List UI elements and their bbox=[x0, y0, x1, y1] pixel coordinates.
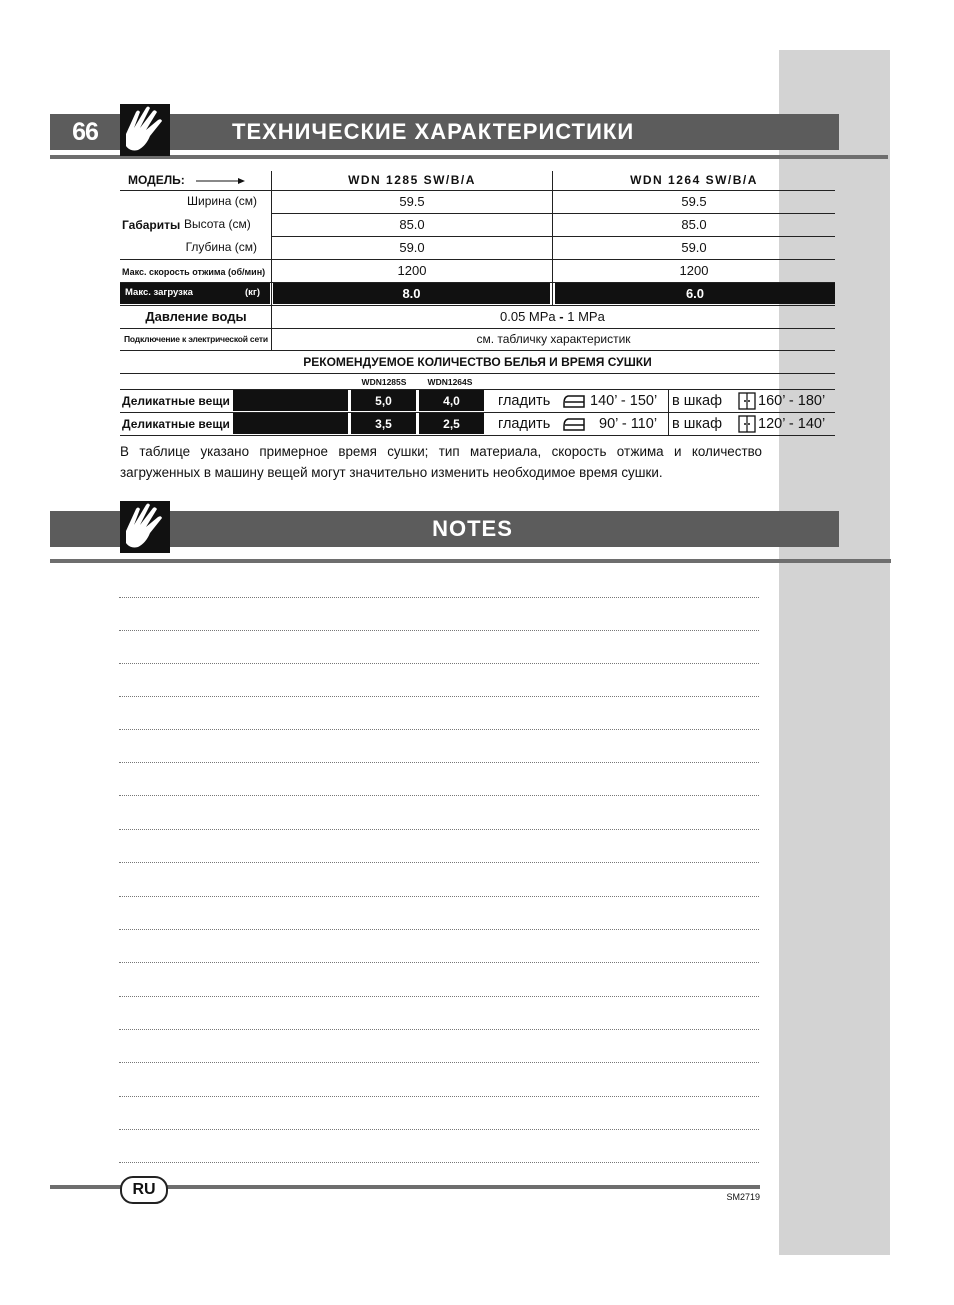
notes-header-underline bbox=[50, 559, 891, 563]
drying-row-1-iron-label: гладить bbox=[498, 393, 551, 409]
drying-row-1-bar bbox=[233, 390, 348, 411]
drying-row-1-value-1: 5,0 bbox=[351, 390, 416, 411]
spin-value-2: 1200 bbox=[679, 263, 709, 278]
drying-row-1-value-2: 4,0 bbox=[419, 390, 484, 411]
drying-row-1-label: Деликатные вещи bbox=[122, 394, 230, 408]
drying-note: В таблице указано примерное время сушки; тип материала, скорость отжима и количество загруженных в машину вещей могут значительно изменить необходимое время сушки. bbox=[120, 444, 762, 480]
notes-line bbox=[119, 597, 759, 598]
model-label: МОДЕЛЬ: bbox=[128, 173, 185, 187]
table-line bbox=[120, 373, 835, 374]
cupboard-icon bbox=[738, 392, 756, 410]
spin-label: Макс. скорость отжима (об/мин) bbox=[122, 267, 266, 277]
drying-row-2-iron-label: гладить bbox=[498, 416, 551, 432]
drying-row-1-cupboard-label: в шкаф bbox=[672, 393, 723, 409]
drying-row-2-iron-time: 90’ - 110’ bbox=[599, 416, 658, 432]
document-code: SM2719 bbox=[726, 1192, 760, 1202]
load-unit: (кг) bbox=[245, 287, 261, 298]
drying-row-2-cupboard-label: в шкаф bbox=[672, 416, 723, 432]
notes-line bbox=[119, 1062, 759, 1063]
language-badge: RU bbox=[120, 1176, 168, 1204]
notes-line bbox=[119, 1029, 759, 1030]
drying-row-2-value-1: 3,5 bbox=[351, 413, 416, 434]
hand-icon bbox=[120, 501, 170, 553]
spin-value-1: 1200 bbox=[397, 263, 427, 278]
notes-line bbox=[119, 663, 759, 664]
depth-value-2: 59.0 bbox=[681, 240, 707, 255]
model-1-name: WDN 1285 SW/B/A bbox=[348, 173, 476, 187]
height-value-2: 85.0 bbox=[681, 217, 707, 232]
notes-line bbox=[119, 762, 759, 763]
cupboard-icon bbox=[738, 415, 756, 433]
drying-row-2-cupboard-time: 120’ - 140’ bbox=[758, 416, 826, 432]
width-label: Ширина (см) bbox=[187, 194, 257, 208]
load-value-2: 6.0 bbox=[555, 283, 835, 304]
page-number: 66 bbox=[72, 118, 98, 146]
height-label: Высота (см) bbox=[184, 217, 251, 231]
dimensions-label: Габариты bbox=[122, 218, 181, 232]
notes-line bbox=[119, 795, 759, 796]
specs-title: ТЕХНИЧЕСКИЕ ХАРАКТЕРИСТИКИ bbox=[232, 119, 635, 144]
hand-icon bbox=[120, 104, 170, 156]
power-value: см. табличку характеристик bbox=[476, 332, 631, 346]
iron-icon bbox=[562, 416, 586, 432]
notes-line bbox=[119, 1129, 759, 1130]
model-2-name: WDN 1264 SW/B/A bbox=[630, 173, 758, 187]
load-value-1: 8.0 bbox=[273, 283, 550, 304]
specs-header-underline bbox=[50, 155, 888, 159]
notes-title: NOTES bbox=[432, 516, 513, 541]
pressure-value bbox=[500, 306, 605, 328]
drying-row-1-cupboard-time: 160’ - 180’ bbox=[758, 393, 826, 409]
notes-line bbox=[119, 962, 759, 963]
drying-row-2-value-2: 2,5 bbox=[419, 413, 484, 434]
drying-row-1-iron-time: 140’ - 150’ bbox=[590, 393, 658, 409]
notes-line bbox=[119, 1162, 759, 1163]
pressure-min: 0.05 MPa bbox=[500, 309, 556, 324]
pressure-max: 1 MPa bbox=[567, 309, 605, 324]
drying-row-2-bar bbox=[233, 413, 348, 434]
pressure-label: Давление воды bbox=[145, 309, 247, 324]
pressure-dash: - bbox=[559, 309, 564, 324]
drying-row-2-label: Деликатные вещи bbox=[122, 417, 230, 431]
notes-line bbox=[119, 896, 759, 897]
notes-line bbox=[119, 1096, 759, 1097]
notes-line bbox=[119, 996, 759, 997]
notes-line bbox=[119, 630, 759, 631]
notes-line bbox=[119, 862, 759, 863]
notes-line bbox=[119, 696, 759, 697]
table-divider bbox=[668, 389, 669, 435]
depth-label: Глубина (см) bbox=[185, 240, 257, 254]
drying-model-1: WDN1285S bbox=[361, 377, 407, 387]
drying-model-2: WDN1264S bbox=[427, 377, 473, 387]
depth-value-1: 59.0 bbox=[399, 240, 425, 255]
width-value-2: 59.5 bbox=[681, 194, 707, 209]
drying-title: РЕКОМЕНДУЕМОЕ КОЛИЧЕСТВО БЕЛЬЯ И ВРЕМЯ СУШКИ bbox=[303, 355, 652, 369]
table-line bbox=[120, 435, 835, 436]
width-value-1: 59.5 bbox=[399, 194, 425, 209]
notes-line bbox=[119, 729, 759, 730]
load-label: Макс. загрузка bbox=[125, 287, 193, 298]
height-value-1: 85.0 bbox=[399, 217, 425, 232]
notes-line bbox=[119, 929, 759, 930]
iron-icon bbox=[562, 393, 586, 409]
power-label: Подключение к электрической сети bbox=[124, 334, 268, 344]
arrow-right-icon bbox=[196, 176, 246, 186]
notes-line bbox=[119, 829, 759, 830]
